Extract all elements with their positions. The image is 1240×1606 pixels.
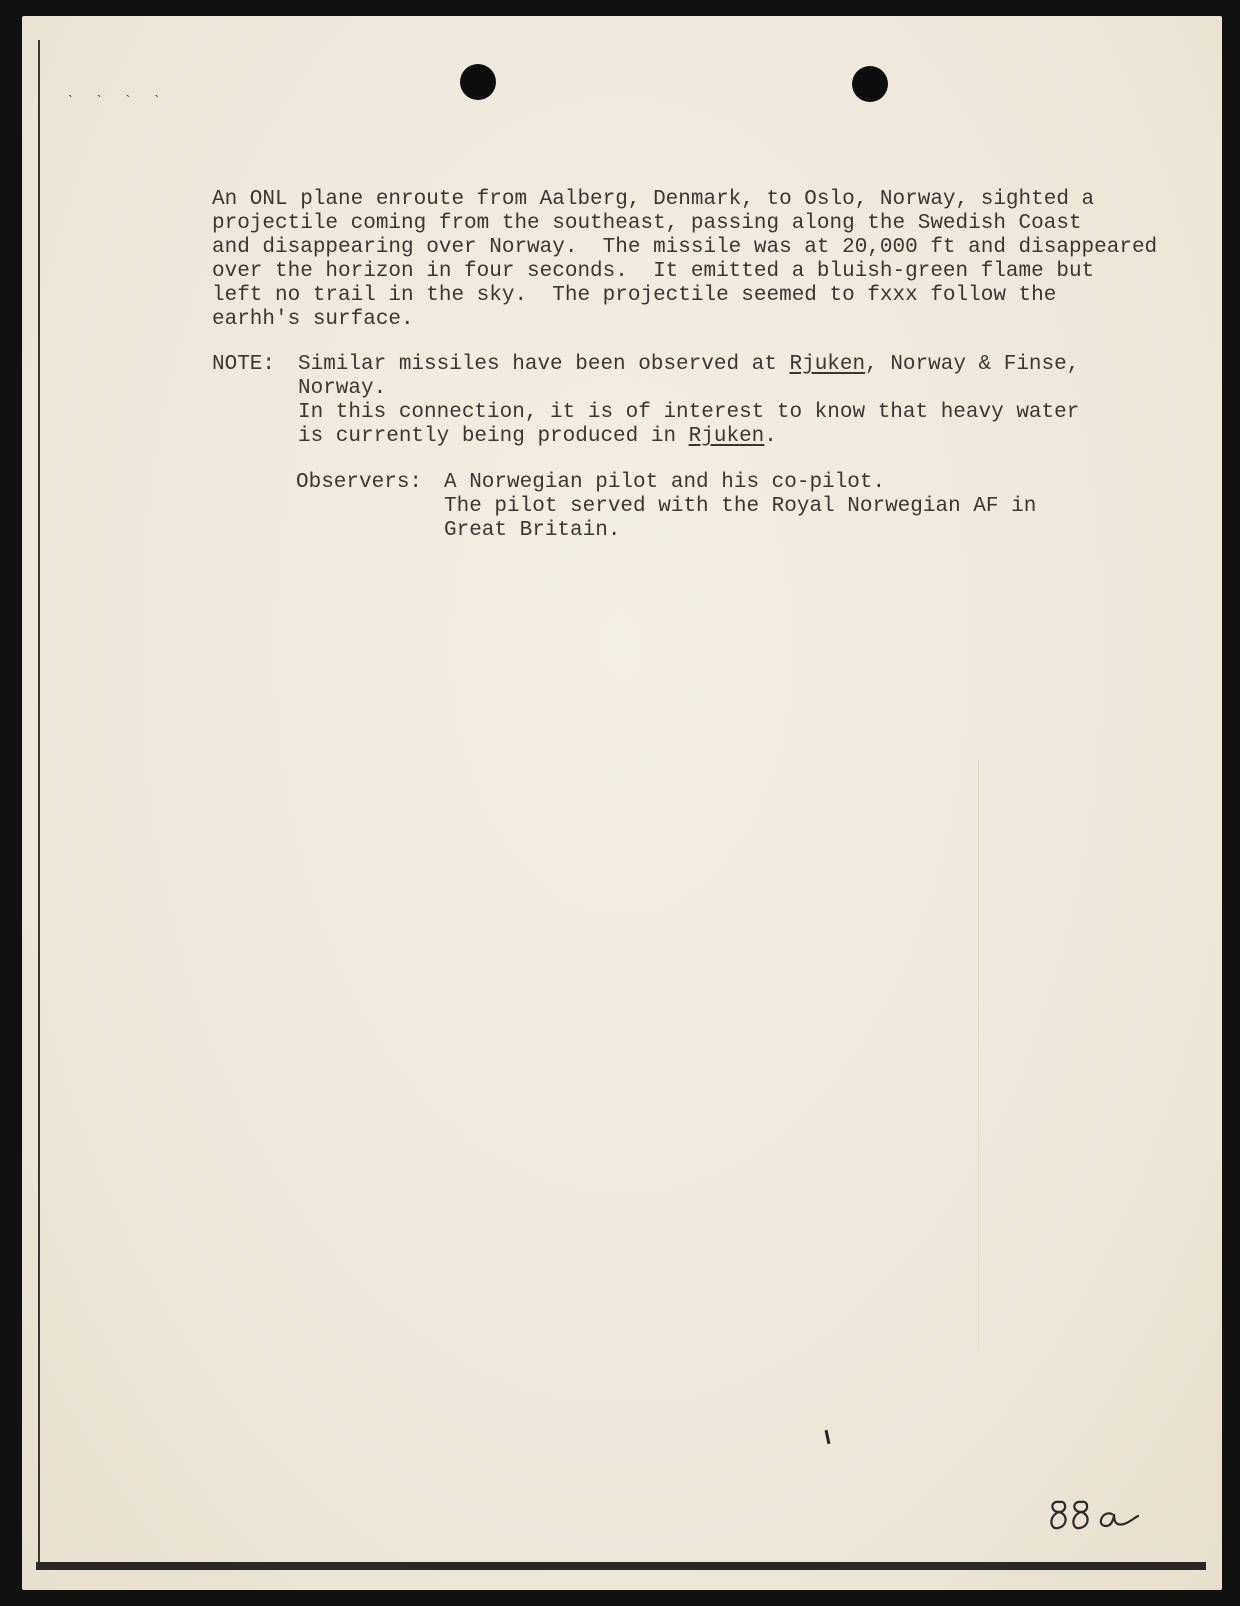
observers-label: Observers:: [296, 471, 423, 494]
handwritten-page-mark: [1046, 1496, 1146, 1546]
note-line: is currently being produced in Rjuken.: [298, 425, 777, 448]
paragraph-line: and disappearing over Norway. The missile was at 20,000 ft and disappeared: [212, 236, 1158, 259]
note-body: [298, 353, 1079, 449]
paragraph-line: earhh's surface.: [212, 308, 414, 331]
paragraph-line: over the horizon in four seconds. It emitted a bluish-green flame but: [212, 260, 1095, 283]
punch-hole-right: [852, 66, 888, 102]
report-paragraph: [212, 188, 1157, 332]
paper-specks: ˴ ˴ ˴ ˴: [68, 88, 169, 104]
page-bottom-edge: [36, 1562, 1206, 1570]
note-line: Similar missiles have been observed at Rjuken, Norway & Finse,: [298, 353, 1080, 376]
place-rjuken: Rjuken: [789, 353, 866, 376]
paragraph-line: left no trail in the sky. The projectile seemed to fxxx follow the: [212, 284, 1057, 307]
place-rjuken: Rjuken: [688, 425, 765, 448]
observers-line: Great Britain.: [444, 519, 621, 542]
paragraph-line: projectile coming from the southeast, passing along the Swedish Coast: [212, 212, 1082, 235]
note-line: In this connection, it is of interest to know that heavy water: [298, 401, 1080, 424]
observers-line: A Norwegian pilot and his co-pilot.: [444, 471, 886, 494]
paragraph-line: An ONL plane enroute from Aalberg, Denmark, to Oslo, Norway, sighted a: [212, 188, 1095, 211]
note-line: Norway.: [298, 377, 387, 400]
punch-hole-left: [460, 64, 496, 100]
observers-list: [444, 471, 1036, 543]
note-label: NOTE:: [212, 353, 276, 376]
page-fold-line: [978, 760, 979, 1350]
observers-line: The pilot served with the Royal Norwegian AF in: [444, 495, 1037, 518]
page-left-edge: [38, 40, 40, 1565]
